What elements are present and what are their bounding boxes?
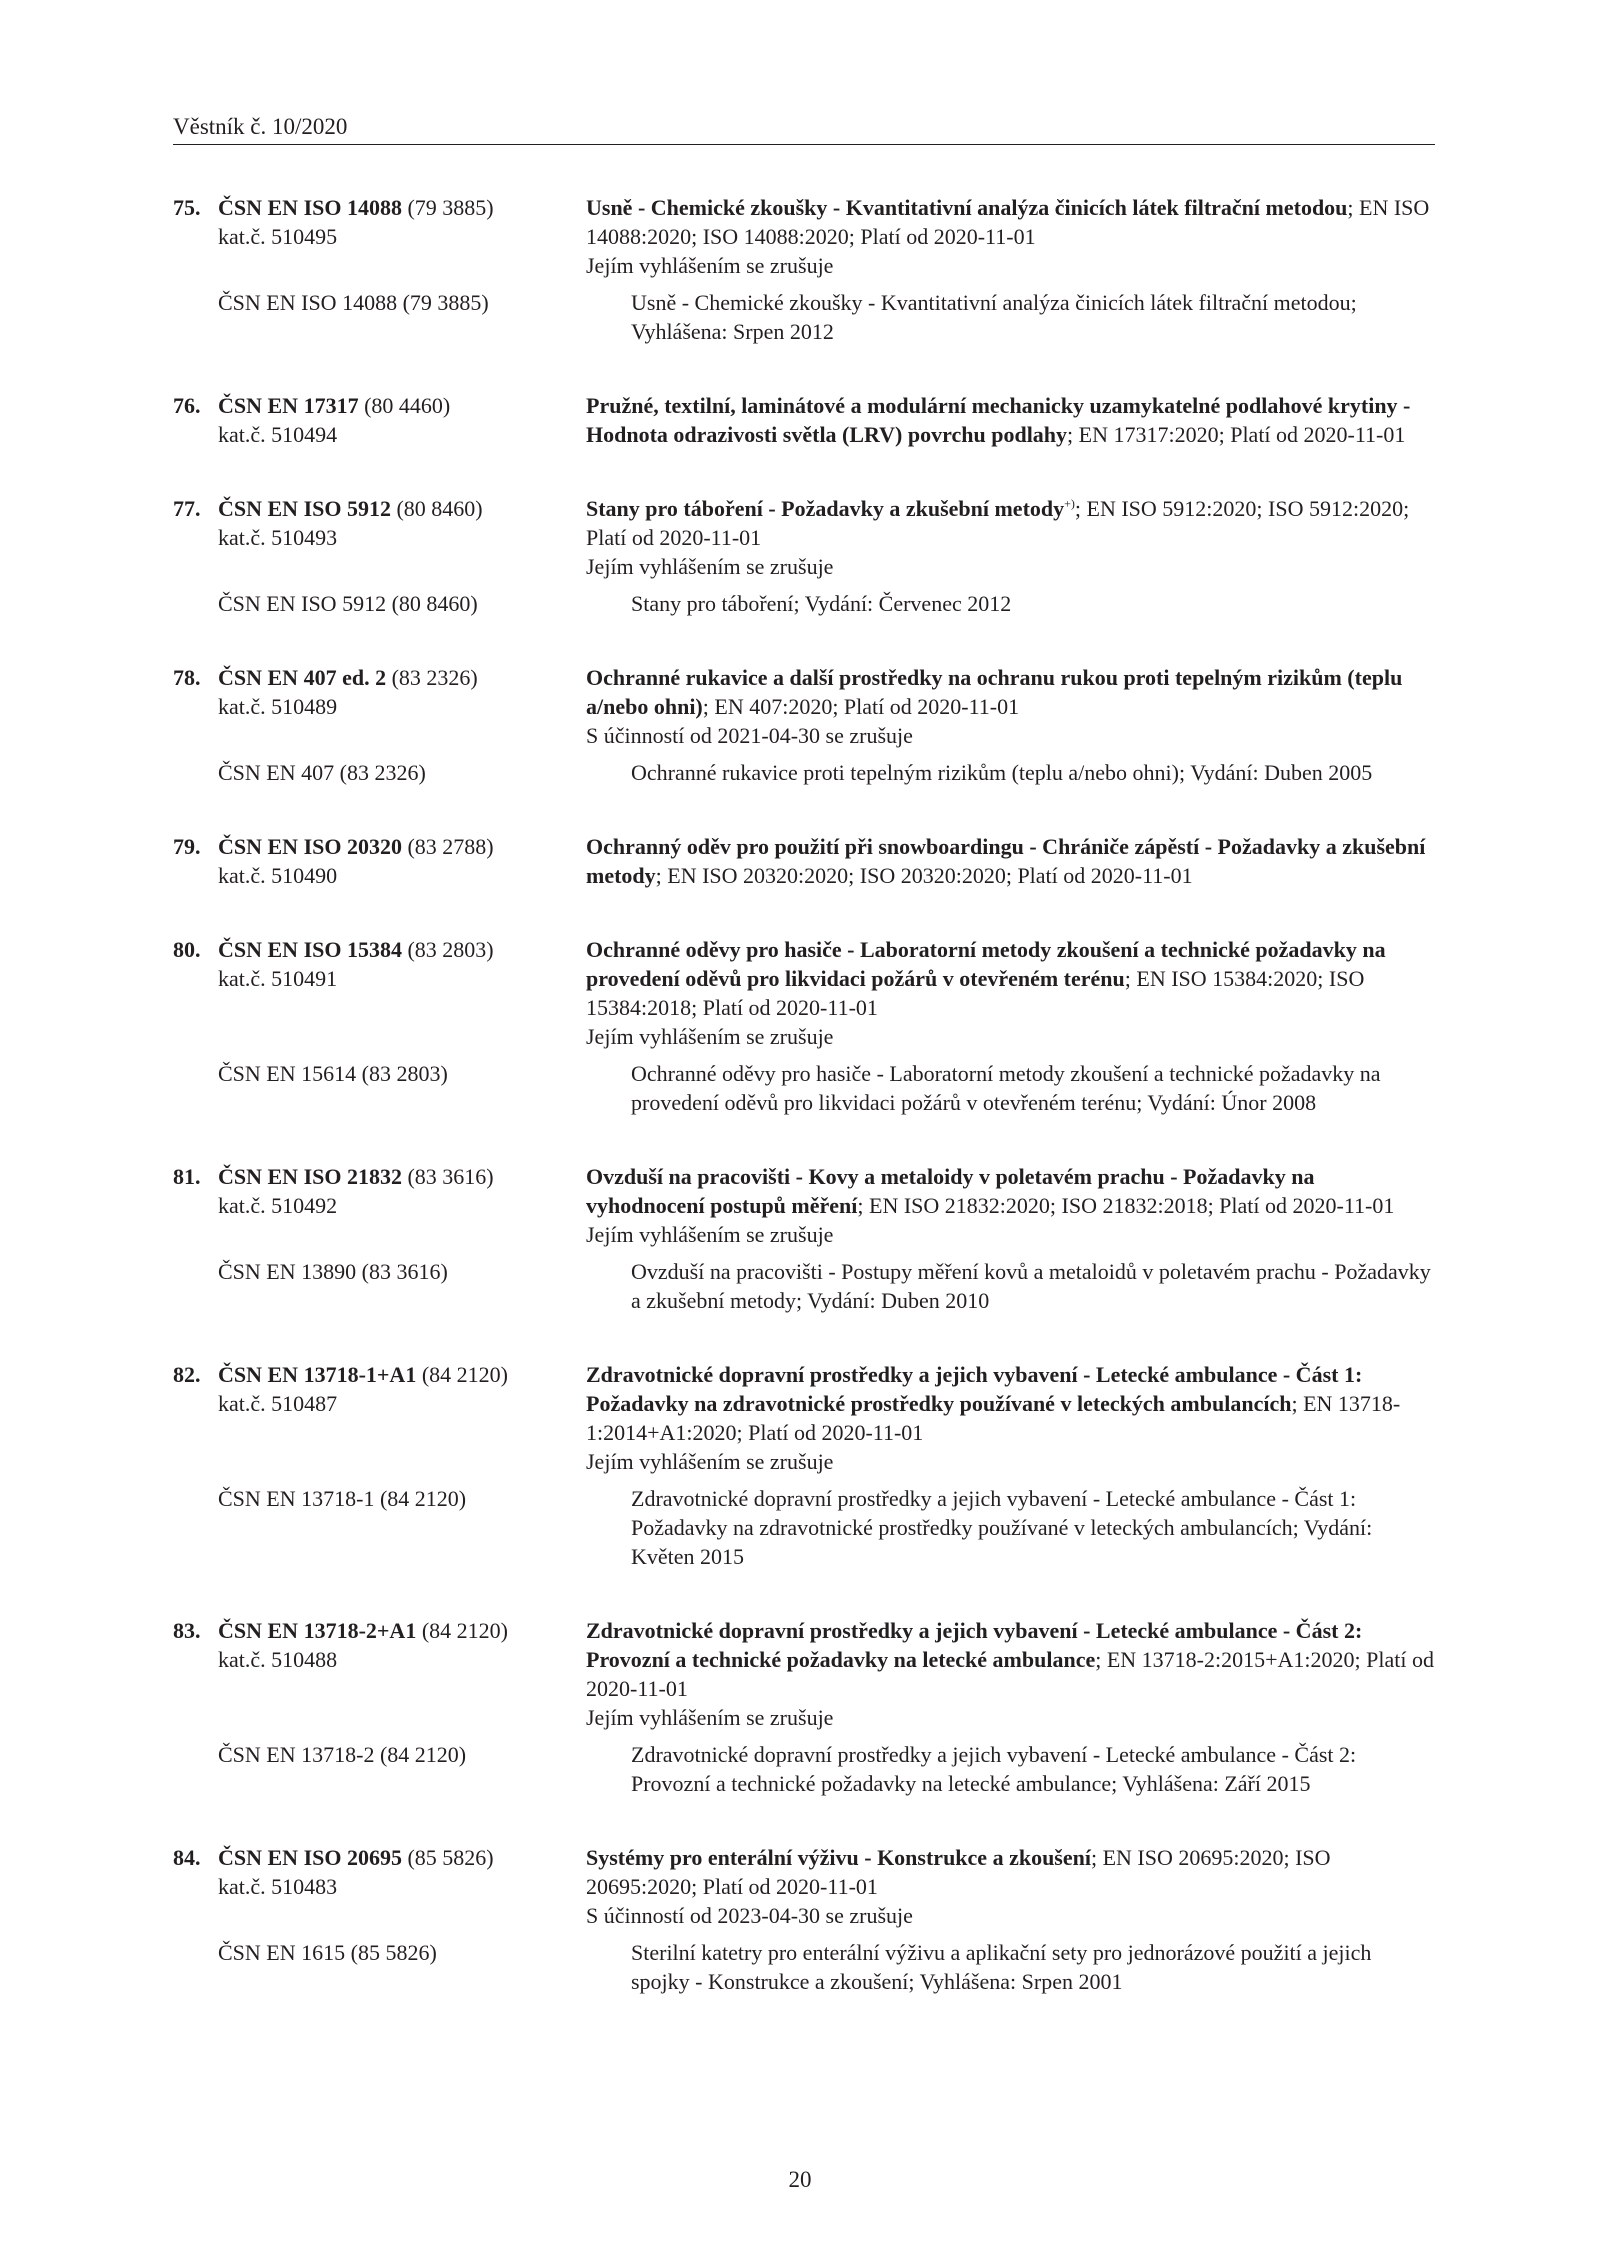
entry-class: (83 2326): [391, 665, 478, 690]
replaced-code: ČSN EN 1615 (85 5826): [218, 1940, 437, 1965]
entry-title: Ochranné oděvy pro hasiče - Laboratorní metody zkoušení a technické požadavky na provedení oděvů pro likvidaci požárů v otevřeném terénu: [586, 937, 1386, 991]
entry-details: ; EN ISO 5912:2020; ISO 5912:2020; Platí od 2020-11-01: [586, 496, 1410, 550]
entry-number: 84.: [173, 1845, 201, 1870]
standard-entry: [173, 1162, 1435, 1315]
entry-title: Pružné, textilní, laminátové a modulární mechanicky uzamykatelné podlahové krytiny - Hodnota odrazivosti světla (LRV) povrchu podlahy: [586, 393, 1411, 447]
entry-title-superscript: +): [1064, 496, 1075, 511]
replaced-code: ČSN EN 15614 (83 2803): [218, 1061, 448, 1086]
entry-main-row: [173, 1843, 1435, 1930]
entry-code: ČSN EN 13718-2+A1: [218, 1618, 417, 1643]
entry-main-row: [173, 1616, 1435, 1732]
entry-identifier: [173, 1162, 586, 1249]
entry-catalog-number: kat.č. 510487: [218, 1391, 338, 1416]
entry-code: ČSN EN ISO 21832: [218, 1164, 402, 1189]
entry-code: ČSN EN 13718-1+A1: [218, 1362, 417, 1387]
entry-class: (80 8460): [396, 496, 483, 521]
bulletin-title: Věstník č. 10/2020: [173, 114, 348, 139]
standard-entry: [173, 391, 1435, 449]
entry-catalog-number: kat.č. 510491: [218, 966, 338, 991]
entry-number: 82.: [173, 1362, 201, 1387]
entry-description: [586, 1616, 1435, 1732]
standard-entry: [173, 1616, 1435, 1798]
replaced-standard-row: [173, 1484, 1435, 1571]
entry-description: [586, 935, 1435, 1051]
entry-note: Jejím vyhlášením se zrušuje: [586, 1222, 834, 1247]
entry-details: ; EN 407:2020; Platí od 2020-11-01: [702, 694, 1020, 719]
standard-entry: [173, 1360, 1435, 1571]
entry-note: Jejím vyhlášením se zrušuje: [586, 253, 834, 278]
entry-identifier: [173, 832, 586, 890]
entry-note: Jejím vyhlášením se zrušuje: [586, 1449, 834, 1474]
entry-description: [586, 663, 1435, 750]
replaced-code: ČSN EN 13890 (83 3616): [218, 1259, 448, 1284]
entry-class: (83 2803): [407, 937, 494, 962]
replaced-description: Usně - Chemické zkoušky - Kvantitativní analýza činicích látek filtrační metodou; Vyhlášena: Srpen 2012: [631, 290, 1357, 344]
entry-note: Jejím vyhlášením se zrušuje: [586, 1024, 834, 1049]
entry-catalog-number: kat.č. 510483: [218, 1874, 338, 1899]
entry-title: Ovzduší na pracovišti - Kovy a metaloidy v poletavém prachu - Požadavky na vyhodnocení postupů měření: [586, 1164, 1315, 1218]
entry-main-row: [173, 832, 1435, 890]
replaced-standard-row: [173, 1257, 1435, 1315]
entry-description: [586, 193, 1435, 280]
entry-catalog-number: kat.č. 510495: [218, 224, 338, 249]
entry-code: ČSN EN ISO 20320: [218, 834, 402, 859]
entry-note: Jejím vyhlášením se zrušuje: [586, 554, 834, 579]
entry-code: ČSN EN ISO 20695: [218, 1845, 402, 1870]
entry-note: S účinností od 2021-04-30 se zrušuje: [586, 723, 913, 748]
entry-identifier: [173, 935, 586, 1051]
entry-class: (84 2120): [421, 1362, 508, 1387]
entry-number: 80.: [173, 937, 201, 962]
entry-class: (85 5826): [407, 1845, 494, 1870]
entry-title: Ochranný oděv pro použití při snowboardingu - Chrániče zápěstí - Požadavky a zkušební metody: [586, 834, 1426, 888]
replaced-code: ČSN EN ISO 14088 (79 3885): [218, 290, 489, 315]
entry-description: [586, 1162, 1435, 1249]
entry-description: [586, 494, 1435, 581]
replaced-standard-row: [173, 589, 1435, 618]
entry-code: ČSN EN 17317: [218, 393, 359, 418]
entry-identifier: [173, 494, 586, 581]
entry-main-row: [173, 494, 1435, 581]
entry-class: (84 2120): [421, 1618, 508, 1643]
entry-class: (79 3885): [407, 195, 494, 220]
entry-identifier: [173, 1360, 586, 1476]
entry-title: Zdravotnické dopravní prostředky a jejich vybavení - Letecké ambulance - Část 2: Provozní a technické požadavky na letecké ambulance: [586, 1618, 1363, 1672]
replaced-description: Stany pro táboření; Vydání: Červenec 2012: [631, 591, 1012, 616]
entry-title: Systémy pro enterální výživu - Konstrukce a zkoušení: [586, 1845, 1091, 1870]
entry-details: ; EN ISO 20320:2020; ISO 20320:2020; Platí od 2020-11-01: [655, 863, 1193, 888]
entry-title: Ochranné rukavice a další prostředky na ochranu rukou proti tepelným rizikům (teplu a/nebo ohni): [586, 665, 1403, 719]
replaced-code: ČSN EN ISO 5912 (80 8460): [218, 591, 478, 616]
entry-number: 79.: [173, 834, 201, 859]
replaced-description: Sterilní katetry pro enterální výživu a aplikační sety pro jednorázové použití a jejich spojky - Konstrukce a zkoušení; Vyhlášena: Srpen 2001: [631, 1940, 1372, 1994]
entry-note: Jejím vyhlášením se zrušuje: [586, 1705, 834, 1730]
entry-catalog-number: kat.č. 510494: [218, 422, 338, 447]
entry-catalog-number: kat.č. 510488: [218, 1647, 338, 1672]
entry-details: ; EN 13718-1:2014+A1:2020; Platí od 2020-11-01: [586, 1391, 1401, 1445]
replaced-description: Ovzduší na pracovišti - Postupy měření kovů a metaloidů v poletavém prachu - Požadavky a zkušební metody; Vydání: Duben 2010: [631, 1259, 1431, 1313]
entry-number: 81.: [173, 1164, 201, 1189]
entry-identifier: [173, 1616, 586, 1732]
entry-details: ; EN ISO 15384:2020; ISO 15384:2018; Platí od 2020-11-01: [586, 966, 1365, 1020]
entry-identifier: [173, 193, 586, 280]
standards-list: [173, 193, 1435, 2041]
entry-details: ; EN 17317:2020; Platí od 2020-11-01: [1067, 422, 1406, 447]
entry-number: 76.: [173, 393, 201, 418]
entry-number: 77.: [173, 496, 201, 521]
entry-details: ; EN ISO 21832:2020; ISO 21832:2018; Platí od 2020-11-01: [857, 1193, 1395, 1218]
entry-class: (83 2788): [407, 834, 494, 859]
standard-entry: [173, 494, 1435, 618]
entry-code: ČSN EN ISO 15384: [218, 937, 402, 962]
replaced-standard-row: [173, 1059, 1435, 1117]
entry-code: ČSN EN ISO 14088: [218, 195, 402, 220]
page-header: [173, 112, 1435, 145]
entry-title: Stany pro táboření - Požadavky a zkušební metody: [586, 496, 1065, 521]
entry-description: [586, 391, 1435, 449]
entry-identifier: [173, 391, 586, 449]
replaced-standard-row: [173, 1740, 1435, 1798]
entry-description: [586, 832, 1435, 890]
entry-catalog-number: kat.č. 510493: [218, 525, 338, 550]
standard-entry: [173, 832, 1435, 890]
replaced-description: Ochranné rukavice proti tepelným rizikům (teplu a/nebo ohni); Vydání: Duben 2005: [631, 760, 1373, 785]
replaced-code: ČSN EN 13718-2 (84 2120): [218, 1742, 467, 1767]
entry-class: (80 4460): [364, 393, 451, 418]
replaced-description: Zdravotnické dopravní prostředky a jejich vybavení - Letecké ambulance - Část 1: Požadavky na zdravotnické prostředky používané v leteckých ambulancích; Vydání: Květen 2015: [631, 1486, 1373, 1569]
entry-description: [586, 1360, 1435, 1476]
entry-number: 75.: [173, 195, 201, 220]
entry-code: ČSN EN ISO 5912: [218, 496, 391, 521]
replaced-description: Zdravotnické dopravní prostředky a jejich vybavení - Letecké ambulance - Část 2: Provozní a technické požadavky na letecké ambulance; Vyhlášena: Září 2015: [631, 1742, 1357, 1796]
entry-main-row: [173, 391, 1435, 449]
entry-main-row: [173, 1162, 1435, 1249]
entry-description: [586, 1843, 1435, 1930]
entry-title: Zdravotnické dopravní prostředky a jejich vybavení - Letecké ambulance - Část 1: Požadavky na zdravotnické prostředky používané v leteckých ambulancích: [586, 1362, 1363, 1416]
entry-class: (83 3616): [407, 1164, 494, 1189]
entry-main-row: [173, 935, 1435, 1051]
entry-identifier: [173, 663, 586, 750]
replaced-standard-row: [173, 758, 1435, 787]
entry-note: S účinností od 2023-04-30 se zrušuje: [586, 1903, 913, 1928]
entry-details: ; EN ISO 14088:2020; ISO 14088:2020; Platí od 2020-11-01: [586, 195, 1430, 249]
entry-details: ; EN 13718-2:2015+A1:2020; Platí od 2020-11-01: [586, 1647, 1434, 1701]
replaced-standard-row: [173, 1938, 1435, 1996]
replaced-description: Ochranné oděvy pro hasiče - Laboratorní metody zkoušení a technické požadavky na provedení oděvů pro likvidaci požárů v otevřeném terénu; Vydání: Únor 2008: [631, 1061, 1381, 1115]
entry-details: ; EN ISO 20695:2020; ISO 20695:2020; Platí od 2020-11-01: [586, 1845, 1331, 1899]
entry-title: Usně - Chemické zkoušky - Kvantitativní analýza činicích látek filtrační metodou: [586, 195, 1348, 220]
entry-number: 78.: [173, 665, 201, 690]
entry-main-row: [173, 193, 1435, 280]
entry-identifier: [173, 1843, 586, 1930]
standard-entry: [173, 663, 1435, 787]
entry-main-row: [173, 1360, 1435, 1476]
entry-catalog-number: kat.č. 510492: [218, 1193, 338, 1218]
replaced-code: ČSN EN 407 (83 2326): [218, 760, 426, 785]
entry-main-row: [173, 663, 1435, 750]
entry-catalog-number: kat.č. 510489: [218, 694, 338, 719]
entry-number: 83.: [173, 1618, 201, 1643]
standard-entry: [173, 1843, 1435, 1996]
replaced-standard-row: [173, 288, 1435, 346]
entry-catalog-number: kat.č. 510490: [218, 863, 338, 888]
standard-entry: [173, 935, 1435, 1117]
entry-code: ČSN EN 407 ed. 2: [218, 665, 387, 690]
page-number: 20: [788, 2167, 812, 2192]
standard-entry: [173, 193, 1435, 346]
replaced-code: ČSN EN 13718-1 (84 2120): [218, 1486, 467, 1511]
